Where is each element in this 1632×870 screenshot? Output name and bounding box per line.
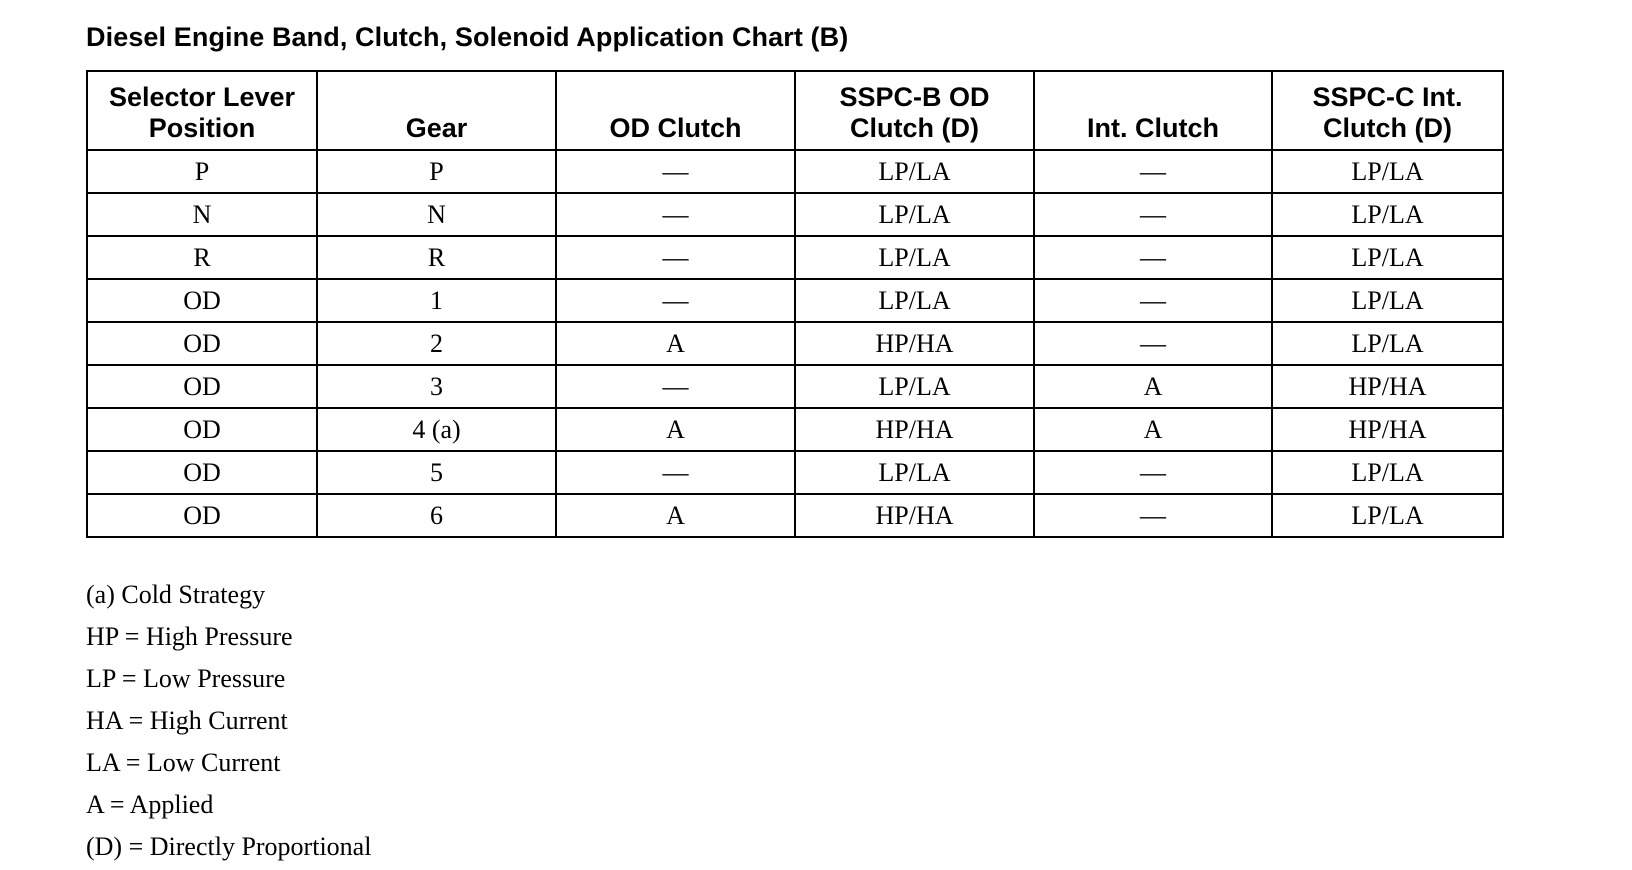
table-row [87, 494, 1503, 537]
header-sspc-c-int-clutch: SSPC-C Int. Clutch (D) [1272, 71, 1503, 150]
table-cell: P [87, 150, 317, 193]
table-cell: A [556, 322, 795, 365]
legend-item: (a) Cold Strategy [86, 580, 266, 609]
table-cell: A [1034, 408, 1272, 451]
legend-item: LA = Low Current [86, 748, 281, 777]
table-cell: OD [87, 322, 317, 365]
legend-item: LP = Low Pressure [86, 664, 286, 693]
table-cell: OD [87, 494, 317, 537]
table-cell: — [556, 451, 795, 494]
table-row [87, 279, 1503, 322]
table-cell: HP/HA [1272, 365, 1503, 408]
table-cell: — [1034, 494, 1272, 537]
table-cell: HP/HA [1272, 408, 1503, 451]
table-cell: — [556, 193, 795, 236]
table-cell: — [556, 236, 795, 279]
table-row [87, 408, 1503, 451]
table-cell: LP/LA [1272, 279, 1503, 322]
table-cell: LP/LA [1272, 150, 1503, 193]
table-cell: OD [87, 408, 317, 451]
table-cell: 6 [317, 494, 556, 537]
table-cell: — [1034, 451, 1272, 494]
table-cell: 3 [317, 365, 556, 408]
header-sspc-b-od-clutch: SSPC-B OD Clutch (D) [795, 71, 1034, 150]
table-cell: LP/LA [795, 193, 1034, 236]
table-cell: — [1034, 150, 1272, 193]
table-row [87, 365, 1503, 408]
table-cell: OD [87, 365, 317, 408]
table-row [87, 193, 1503, 236]
table-cell: HP/HA [795, 494, 1034, 537]
table-cell: LP/LA [1272, 494, 1503, 537]
table-cell: — [1034, 193, 1272, 236]
table-cell: OD [87, 451, 317, 494]
table-cell: A [1034, 365, 1272, 408]
table-cell: LP/LA [795, 279, 1034, 322]
table-cell: N [87, 193, 317, 236]
header-gear: Gear [317, 71, 556, 150]
table-cell: HP/HA [795, 408, 1034, 451]
table-cell: LP/LA [795, 451, 1034, 494]
table-row [87, 236, 1503, 279]
table-cell: LP/LA [1272, 193, 1503, 236]
table-cell: 4 (a) [317, 408, 556, 451]
table-cell: A [556, 408, 795, 451]
table-cell: R [87, 236, 317, 279]
table-cell: LP/LA [1272, 236, 1503, 279]
legend-list [86, 574, 371, 868]
table-header-row [87, 71, 1503, 150]
table-cell: 2 [317, 322, 556, 365]
table-cell: LP/LA [795, 365, 1034, 408]
table-row [87, 451, 1503, 494]
table-cell: — [1034, 322, 1272, 365]
table-cell: HP/HA [795, 322, 1034, 365]
page-title: Diesel Engine Band, Clutch, Solenoid Application Chart (B) [86, 22, 849, 52]
table-row [87, 150, 1503, 193]
table-cell: OD [87, 279, 317, 322]
table-cell: LP/LA [795, 236, 1034, 279]
header-int-clutch: Int. Clutch [1034, 71, 1272, 150]
table-cell: LP/LA [795, 150, 1034, 193]
header-od-clutch: OD Clutch [556, 71, 795, 150]
legend-item: HA = High Current [86, 706, 288, 735]
header-selector-lever-position: Selector Lever Position [87, 71, 317, 150]
table-cell: P [317, 150, 556, 193]
table-cell: 1 [317, 279, 556, 322]
table-cell: LP/LA [1272, 322, 1503, 365]
table-cell: N [317, 193, 556, 236]
table-row [87, 322, 1503, 365]
table-cell: A [556, 494, 795, 537]
table-cell: — [556, 365, 795, 408]
table-cell: — [1034, 279, 1272, 322]
table-cell: R [317, 236, 556, 279]
legend-item: HP = High Pressure [86, 622, 293, 651]
legend-item: A = Applied [86, 790, 214, 819]
table-cell: 5 [317, 451, 556, 494]
table-cell: LP/LA [1272, 451, 1503, 494]
legend-item: (D) = Directly Proportional [86, 832, 372, 861]
table-cell: — [556, 150, 795, 193]
application-chart-table [86, 70, 1504, 538]
table-cell: — [556, 279, 795, 322]
table-cell: — [1034, 236, 1272, 279]
